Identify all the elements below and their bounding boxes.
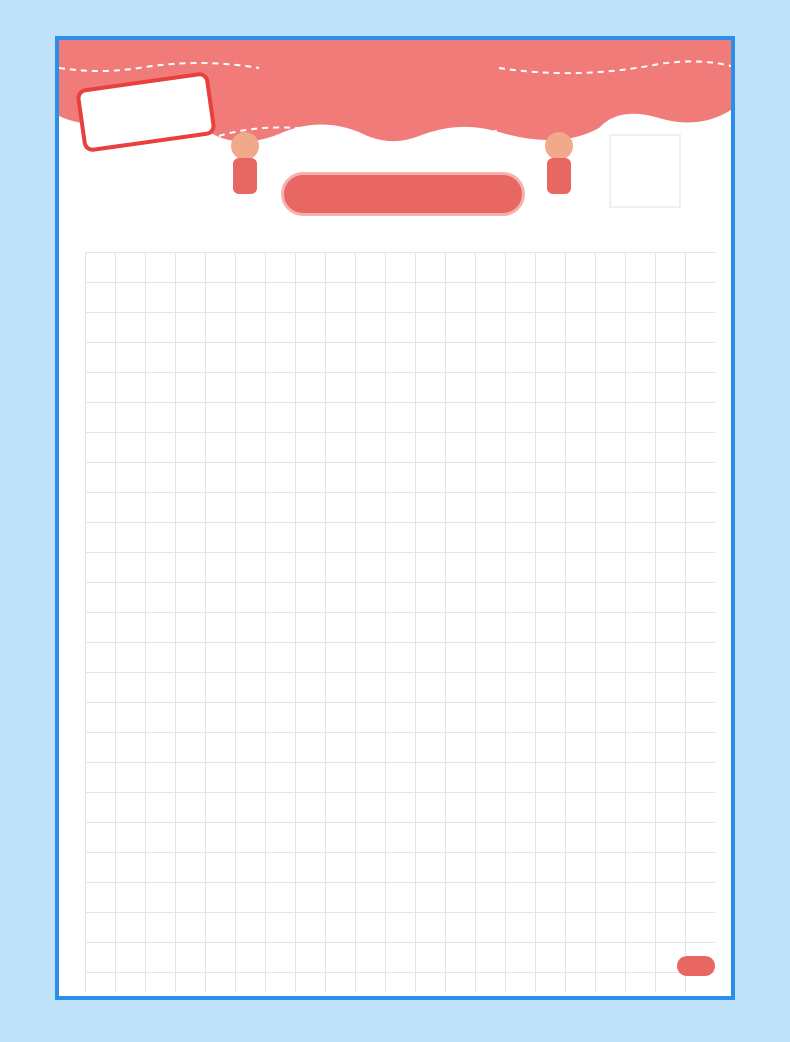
- qr-code-image[interactable]: [609, 134, 681, 208]
- page-frame: [55, 36, 735, 1000]
- grid-background: [85, 252, 715, 992]
- page-number: [677, 956, 715, 976]
- part-label: [281, 172, 525, 216]
